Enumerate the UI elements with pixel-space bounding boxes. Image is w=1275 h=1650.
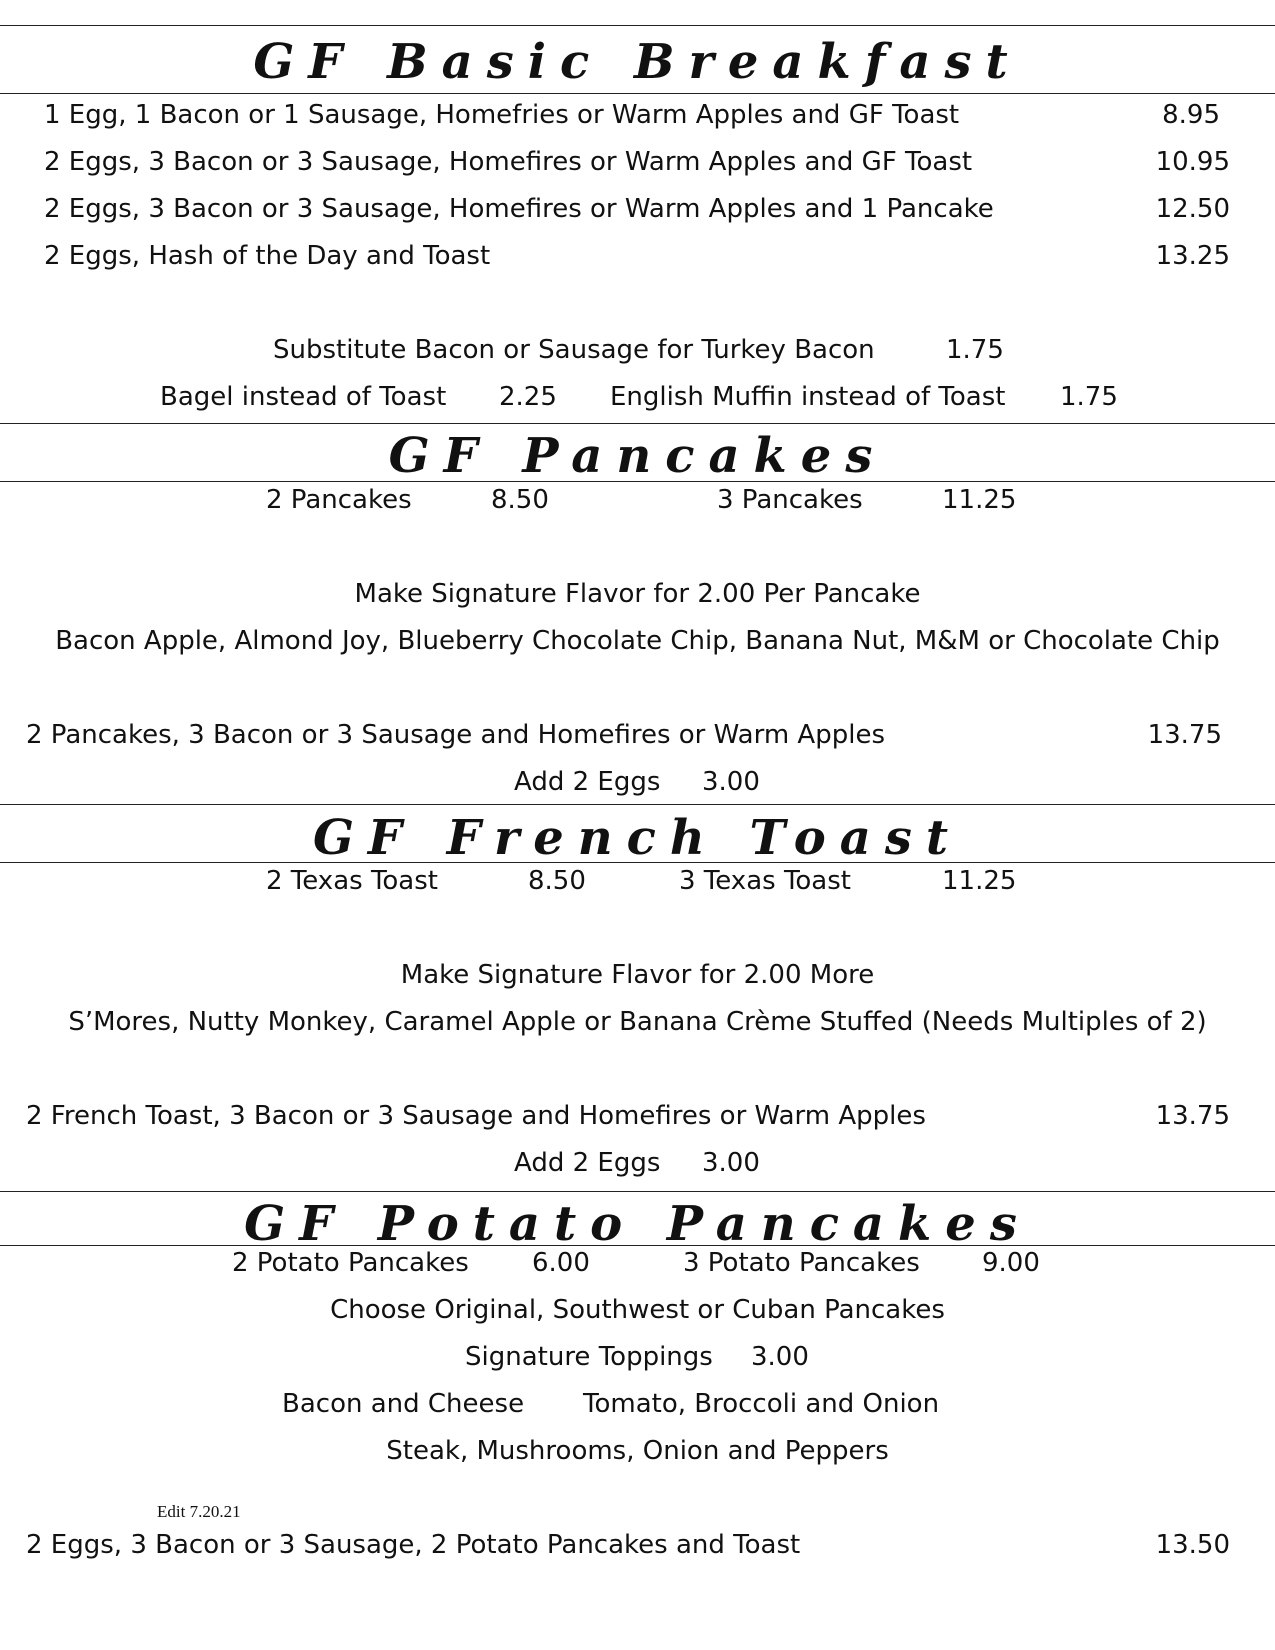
potato-combo-label: 2 Eggs, 3 Bacon or 3 Sausage, 2 Potato Pancakes and Toast [26, 1530, 801, 1560]
pancakes-title-divider [0, 481, 1275, 482]
potato-option-1-label: 2 Potato Pancakes [232, 1248, 469, 1278]
potato-combo-price: 13.50 [1155, 1530, 1230, 1560]
bagel-price: 2.25 [499, 382, 557, 412]
pancakes-add-eggs-price: 3.00 [702, 767, 760, 797]
muffin-price: 1.75 [1060, 382, 1118, 412]
potato-topping-a: Bacon and Cheese [282, 1389, 525, 1419]
french-toast-option-2-price: 11.25 [942, 866, 1017, 896]
french-toast-title-divider [0, 862, 1275, 863]
potato-toppings-price: 3.00 [751, 1342, 809, 1372]
french-toast-option-1-label: 2 Texas Toast [266, 866, 438, 896]
pancakes-signature-note: Make Signature Flavor for 2.00 Per Pancake [354, 579, 921, 609]
pancakes-option-1-price: 8.50 [491, 485, 549, 515]
pancakes-combo-price: 13.75 [1147, 720, 1222, 750]
basic-item-2-label: 2 Eggs, 3 Bacon or 3 Sausage, Homefires or Warm Apples and GF Toast [44, 147, 973, 177]
basic-item-1-label: 1 Egg, 1 Bacon or 1 Sausage, Homefries or Warm Apples and GF Toast [44, 100, 960, 130]
basic-item-3-label: 2 Eggs, 3 Bacon or 3 Sausage, Homefires or Warm Apples and 1 Pancake [44, 194, 994, 224]
pancakes-option-2-label: 3 Pancakes [717, 485, 863, 515]
potato-pancakes-title: GF Potato Pancakes [244, 1196, 1031, 1252]
basic-item-3-price: 12.50 [1155, 194, 1230, 224]
pancakes-option-1-label: 2 Pancakes [266, 485, 412, 515]
potato-option-2-price: 9.00 [982, 1248, 1040, 1278]
potato-pancakes-title-divider [0, 1245, 1275, 1246]
pancakes-title: GF Pancakes [388, 428, 887, 484]
substitute-label: Substitute Bacon or Sausage for Turkey Bacon [273, 335, 875, 365]
potato-toppings-label: Signature Toppings [465, 1342, 713, 1372]
potato-pancakes-top-divider [0, 1191, 1275, 1192]
potato-option-1-price: 6.00 [532, 1248, 590, 1278]
basic-item-1-price: 8.95 [1162, 100, 1220, 130]
french-toast-option-1-price: 8.50 [528, 866, 586, 896]
pancakes-flavors: Bacon Apple, Almond Joy, Blueberry Chocolate Chip, Banana Nut, M&M or Chocolate Chip [55, 626, 1220, 656]
french-toast-combo-price: 13.75 [1155, 1101, 1230, 1131]
french-toast-add-eggs-price: 3.00 [702, 1148, 760, 1178]
french-toast-option-2-label: 3 Texas Toast [679, 866, 851, 896]
muffin-label: English Muffin instead of Toast [610, 382, 1006, 412]
basic-breakfast-title-divider [0, 93, 1275, 94]
potato-choose-note: Choose Original, Southwest or Cuban Pancakes [330, 1295, 945, 1325]
pancakes-option-2-price: 11.25 [942, 485, 1017, 515]
french-toast-flavors: S’Mores, Nutty Monkey, Caramel Apple or Banana Crème Stuffed (Needs Multiples of 2) [68, 1007, 1207, 1037]
pancakes-add-eggs-label: Add 2 Eggs [514, 767, 661, 797]
basic-item-4-price: 13.25 [1155, 241, 1230, 271]
bagel-label: Bagel instead of Toast [160, 382, 447, 412]
basic-item-4-label: 2 Eggs, Hash of the Day and Toast [44, 241, 491, 271]
edit-date-note: Edit 7.20.21 [157, 1502, 241, 1521]
pancakes-combo-label: 2 Pancakes, 3 Bacon or 3 Sausage and Homefires or Warm Apples [26, 720, 885, 750]
pancakes-top-divider [0, 423, 1275, 424]
basic-breakfast-title: GF Basic Breakfast [253, 34, 1022, 90]
potato-topping-b: Tomato, Broccoli and Onion [583, 1389, 940, 1419]
french-toast-combo-label: 2 French Toast, 3 Bacon or 3 Sausage and Homefires or Warm Apples [26, 1101, 926, 1131]
top-divider [0, 25, 1275, 26]
substitute-price: 1.75 [946, 335, 1004, 365]
french-toast-top-divider [0, 804, 1275, 805]
potato-option-2-label: 3 Potato Pancakes [683, 1248, 920, 1278]
french-toast-title: GF French Toast [312, 810, 963, 866]
french-toast-signature-note: Make Signature Flavor for 2.00 More [400, 960, 875, 990]
french-toast-add-eggs-label: Add 2 Eggs [514, 1148, 661, 1178]
basic-item-2-price: 10.95 [1155, 147, 1230, 177]
potato-topping-c: Steak, Mushrooms, Onion and Peppers [386, 1436, 889, 1466]
